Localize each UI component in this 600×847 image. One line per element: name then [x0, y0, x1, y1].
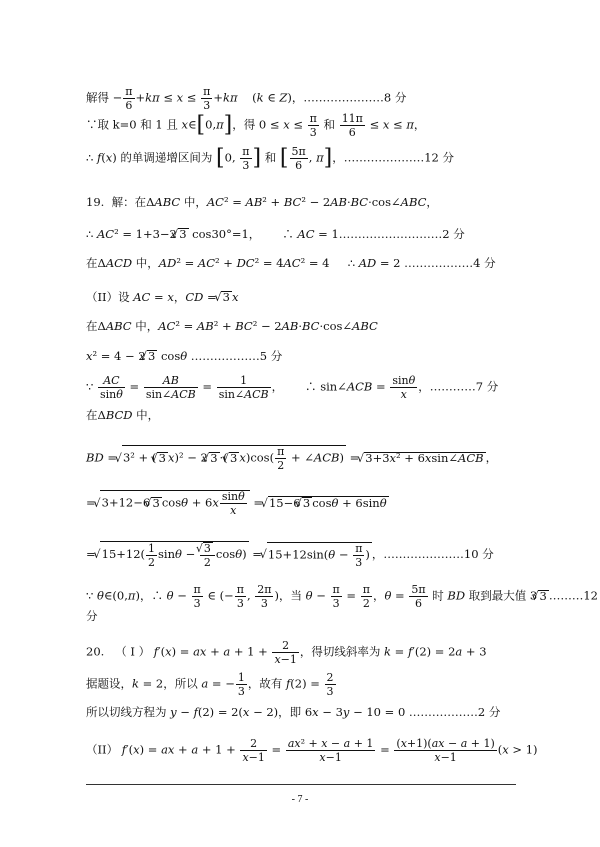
line-x-squared: x² = 4 − 2√ 3 cosθ ………………5 分: [86, 350, 282, 363]
line-score-suffix: 分: [86, 609, 98, 623]
line-q20-part1: 20. （ I ） f′(x) = ax + a + 1 + $\frac{2}{x-1}$ ，得切线斜率为 k = f′(2) = 2a + 3: [86, 639, 487, 666]
line-q19-start: 19. 解：在ΔABC 中，AC² = AB² + BC² − 2AB·BC·cos∠ABC，: [86, 195, 438, 209]
line-bd-maximum: ∵ θ∈(0,π)，∴ θ − $\frac{\pi}{3}$ ∈ (− $\frac{\pi}{3}$ , $\frac{2\pi}{3}$ )，当 θ − $\frac{\pi}{3}$ = $\frac{\pi}{2}$ ，θ = $\frac{5\pi}{6}$ 时 BD 取到最大值 3√ 3 ………12: [86, 584, 598, 609]
line-take-k: ∵取 k=0 和 1 且 x∈[0,π]，得 0 ≤ x ≤ $\frac{\pi}{3}$ 和 $\frac{11\pi}{6}$ ≤ x ≤ π，: [86, 112, 426, 139]
line-slope-value: 据题设，k = 2，所以 a = − $\frac{1}{3}$ ，故有 f(2) = $\frac{2}{3}$: [86, 671, 334, 698]
line-bd-simplify: = √ 3+12−6√ 3 cosθ + 6x $\frac{\sin\theta}{x}$ = √ 15−6√ 3 cosθ + 6sinθ: [86, 490, 389, 516]
line-law-of-sines: ∵ $\frac{AC}{\sin\theta}$ = $\frac{AB}{\text{sin∠ACB}}$ = $\frac{1}{\text{sin∠ACB}}$ ， ∴ sin∠ACB = $\frac{\sin\theta}{x}$ ，…………7 分: [86, 374, 499, 401]
line-bd-expression: BD = √ 3² + (√ 3 x)² − 2√ 3 ·(√ 3 x)cos( $\frac{\pi}{2}$ + ∠ACB) = √ 3+3x² + 6xsin∠ACB ，: [86, 445, 497, 471]
line-bd-sine-form: = √ 15+12( $\frac{1}{2}$ sinθ − √ $\frac{3}{2}$ cosθ) = √ 15+12sin(θ − $\frac{\pi}{3}$ ) ，…………………10 分: [86, 541, 494, 568]
footer-divider: [86, 784, 516, 785]
line-q20-part2: （II） f′(x) = ax + a + 1 + $\frac{2}{x-1}$ = $\frac{\text{ax² + x − a + 1}}{x-1}$ = $\frac{(x+1)(ax - a + 1)}{x-1}$ (x > 1): [86, 737, 538, 764]
line-part2-set: （II）设 AC = x，CD = √ 3 x: [86, 291, 238, 304]
line-ac-equals-1: ∴ AC² = 1+3−2√ 3 cos30°=1， ∴ AC = 1………………………2 分: [86, 228, 465, 241]
line-increasing-interval: ∴ f(x) 的单调递增区间为 [0, $\frac{\pi}{3}$ ] 和 [ $\frac{5\pi}{6}$ , π]，…………………12 分: [86, 145, 455, 172]
line-solve-inequality: 解得 − $\frac{\pi}{6}$ +kπ ≤ x ≤ $\frac{\pi}{3}$ +kπ (k ∈ Z)，…………………8 分: [86, 85, 407, 112]
line-law-of-cosines: 在ΔABC 中，AC² = AB² + BC² − 2AB·BC·cos∠ABC: [86, 319, 378, 333]
line-ad-equals-2: 在ΔACD 中，AD² = AC² + DC² = 4AC² = 4 ∴ AD = 2 ………………4 分: [86, 256, 496, 270]
line-triangle-bcd: 在ΔBCD 中，: [86, 408, 160, 422]
line-tangent-equation: 所以切线方程为 y − f(2) = 2(x − 2)，即 6x − 3y − 10 = 0 ………………2 分: [86, 705, 501, 719]
page-number: - 7 -: [291, 794, 309, 805]
